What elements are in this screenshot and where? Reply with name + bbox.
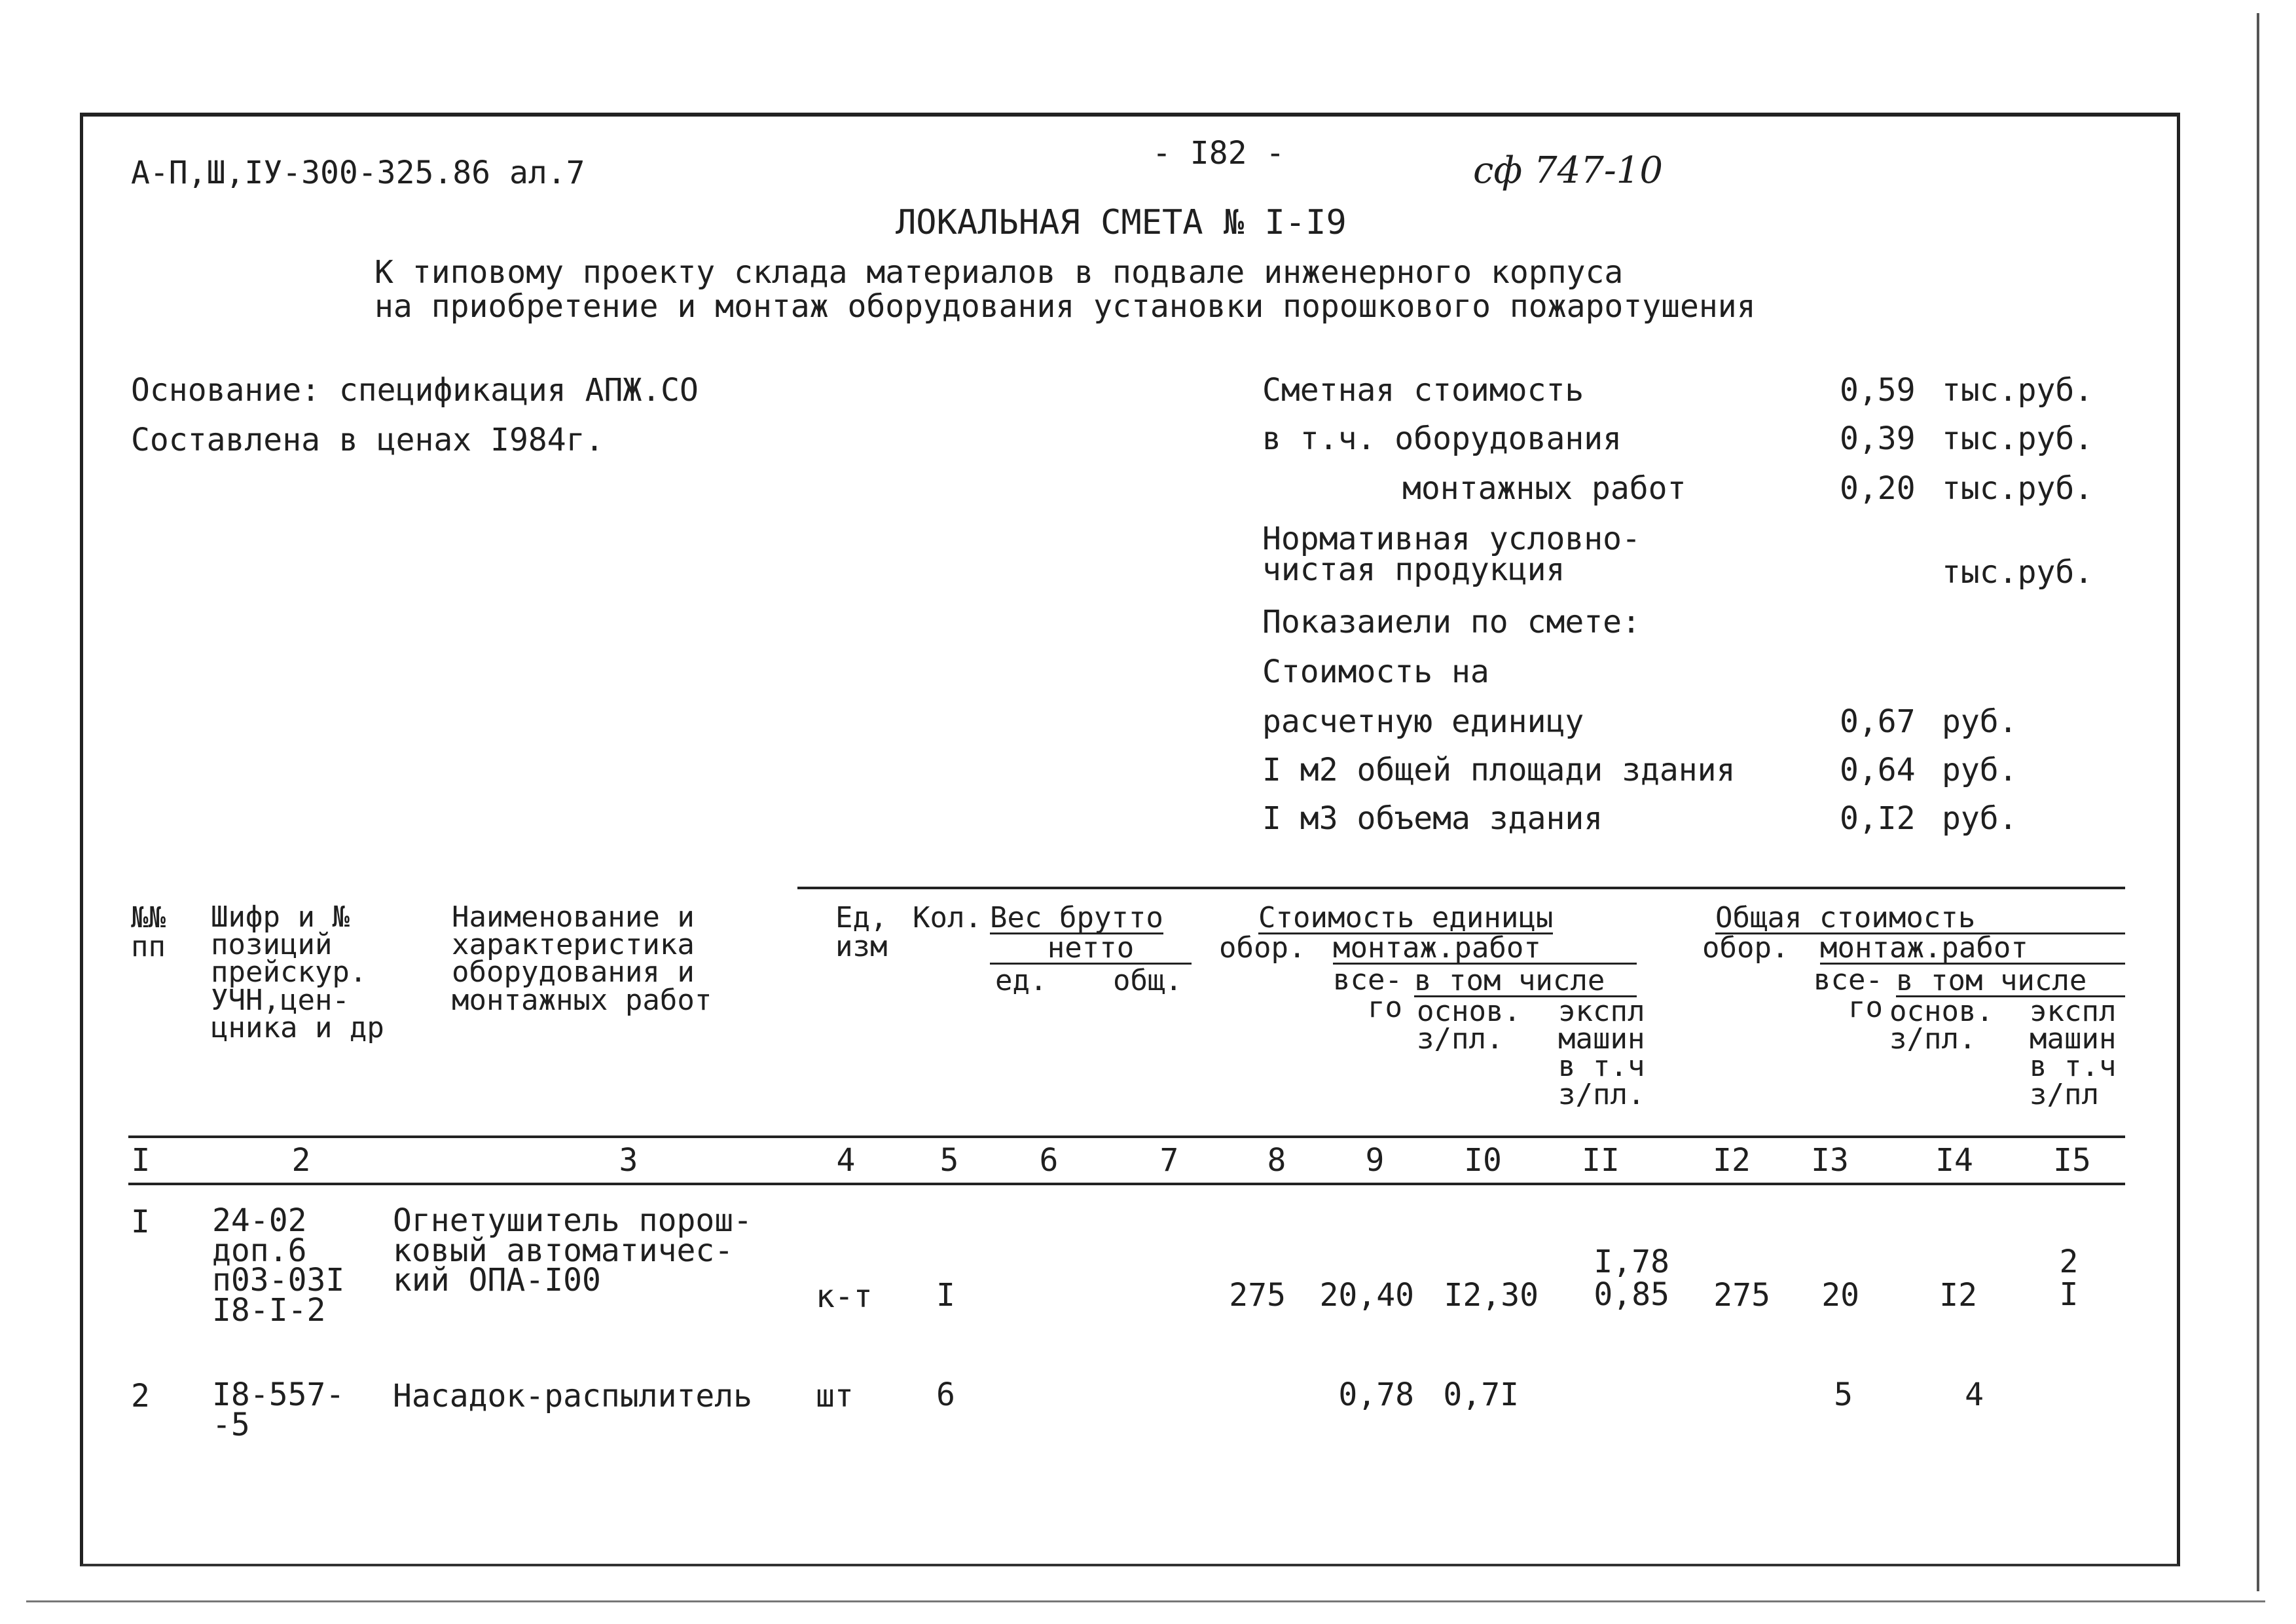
header-unit-cost: Стоимость единицы	[1258, 901, 1554, 934]
header-total-all: все- го	[1813, 963, 1883, 1025]
summary-value: 0,20	[1840, 470, 1916, 507]
col-number: 9	[1365, 1142, 1385, 1179]
document-title: ЛОКАЛЬНАЯ СМЕТА № I-I9	[896, 203, 1347, 242]
summary-label: Сметная стоимость	[1262, 372, 1584, 409]
summary-label: I м2 общей площади здания	[1262, 752, 1736, 788]
summary-value: 0,39	[1840, 420, 1916, 457]
header-bottom-rule	[128, 1135, 2125, 1138]
page-number: - I82 -	[1152, 135, 1285, 172]
col-number: I5	[2053, 1142, 2091, 1179]
summary-label: монтажных работ	[1402, 470, 1686, 507]
summary-label: Показаиели по смете:	[1262, 604, 1641, 640]
header-name: Наименование и характеристика оборудования и монтажных работ	[452, 900, 712, 1017]
row-unit-equip: 275	[1229, 1277, 1286, 1314]
summary-unit: тыс.руб.	[1942, 420, 2094, 457]
summary-label: в т.ч. оборудования	[1262, 420, 1622, 457]
header-unit-all: все- го	[1333, 963, 1402, 1025]
summary-unit: руб.	[1942, 752, 2018, 788]
col-number: 2	[291, 1142, 311, 1179]
row-name: Насадок-распылитель	[393, 1378, 753, 1414]
header-unit-mont: монтаж.работ	[1333, 934, 1637, 965]
col-number: I2	[1713, 1142, 1751, 1179]
row-unit-mont-all: 20,40	[1319, 1277, 1414, 1314]
col-number: I4	[1935, 1142, 1973, 1179]
col-number: II	[1582, 1142, 1620, 1179]
header-unit-incl: в том числе	[1414, 967, 1637, 997]
subtitle-line-1: К типовому проекту склада материалов в подвале инженерного корпуса	[374, 254, 1624, 291]
subtitle-line-2: на приобретение и монтаж оборудования установки порошкового пожаротушения	[374, 288, 1756, 325]
col-number: 4	[836, 1142, 856, 1179]
col-number-rule	[128, 1183, 2125, 1185]
col-number: I0	[1464, 1142, 1502, 1179]
header-weight-netto: нетто	[990, 934, 1192, 965]
row-total-base: I2	[1939, 1277, 1977, 1314]
row-qty: I	[936, 1277, 955, 1314]
col-number: I	[131, 1142, 151, 1179]
row-num: 2	[131, 1378, 150, 1414]
header-unit-base: основ. з/пл.	[1417, 995, 1521, 1056]
row-unit-base: I2,30	[1444, 1277, 1539, 1314]
header-total-base: основ. з/пл.	[1889, 995, 1994, 1056]
row-qty: 6	[936, 1376, 955, 1413]
header-unit-equip: обор.	[1219, 931, 1306, 965]
doc-code: А-П,Ш,IУ-300-325.86 ал.7	[131, 155, 585, 191]
col-number: 5	[939, 1142, 959, 1179]
basis-spec: Основание: спецификация АПЖ.СО	[131, 372, 699, 409]
summary-value: 0,67	[1840, 703, 1916, 740]
row-code: 24-02 доп.6 п03-03I I8-I-2	[212, 1202, 345, 1329]
summary-label: I м3 объема здания	[1262, 800, 1603, 837]
summary-value: 0,I2	[1840, 800, 1916, 837]
summary-label: расчетную единицу	[1262, 703, 1584, 740]
summary-unit: тыс.руб.	[1942, 470, 2094, 507]
header-weight-ed: ед.	[995, 964, 1048, 997]
header-weight-brutto: Вес брутто	[990, 901, 1163, 934]
row-total-base: 4	[1965, 1376, 1984, 1413]
row-name: Огнетушитель порош- ковый автоматичес- кий ОПА-I00	[393, 1202, 753, 1299]
summary-unit: руб.	[1942, 800, 2018, 837]
header-num: №№ пп	[131, 901, 166, 963]
col-number: 7	[1159, 1142, 1179, 1179]
row-unit-base: 0,7I	[1443, 1376, 1519, 1413]
summary-value: 0,59	[1840, 372, 1916, 409]
header-total-cost: Общая стоимость	[1715, 904, 2125, 934]
summary-unit: руб.	[1942, 703, 2018, 740]
col-number: 6	[1039, 1142, 1059, 1179]
page-edge-right	[2257, 13, 2259, 1591]
header-total-equip: обор.	[1702, 931, 1789, 965]
page-edge-bottom	[26, 1600, 2265, 1602]
header-unit-mach: экспл машин в т.ч з/пл.	[1558, 995, 1645, 1111]
row-unit-mont-all: 0,78	[1338, 1376, 1414, 1413]
row-total-mach: 2 I	[2059, 1244, 2079, 1314]
header-weight-total: общ.	[1113, 964, 1182, 997]
col-number: 3	[619, 1142, 638, 1179]
row-total-mont-all: 20	[1821, 1277, 1859, 1314]
header-total-mont: монтаж.работ	[1820, 934, 2125, 965]
summary-unit: тыс.руб.	[1942, 372, 2094, 409]
table-top-rule	[797, 887, 2125, 889]
col-number: 8	[1267, 1142, 1286, 1179]
header-total-incl: в том числе	[1896, 967, 2125, 997]
header-qty: Кол.	[913, 901, 982, 934]
row-num: I	[131, 1204, 150, 1240]
row-total-mont-all: 5	[1834, 1376, 1853, 1413]
summary-value: 0,64	[1840, 752, 1916, 788]
summary-label: Стоимость на	[1262, 654, 1489, 690]
row-code: I8-557- -5	[212, 1376, 345, 1443]
document-frame	[80, 113, 2180, 1566]
header-total-mach: экспл машин в т.ч з/пл	[2030, 995, 2117, 1111]
row-unit: к-т	[816, 1278, 873, 1315]
row-unit-mach: I,78 0,85	[1594, 1244, 1669, 1314]
basis-prices: Составлена в ценах I984г.	[131, 422, 604, 458]
summary-unit: тыс.руб.	[1942, 554, 2094, 591]
summary-label: Нормативная условно- чистая продукция	[1262, 521, 1641, 589]
handwritten-note: сф 747-10	[1473, 149, 1664, 192]
row-total-equip: 275	[1713, 1277, 1770, 1314]
row-unit: шт	[816, 1378, 854, 1414]
col-number: I3	[1811, 1142, 1849, 1179]
header-code: Шифр и № позиций прейскур. УЧН,цен- цника и др	[211, 900, 384, 1044]
header-unit: Ед, изм	[835, 901, 888, 963]
